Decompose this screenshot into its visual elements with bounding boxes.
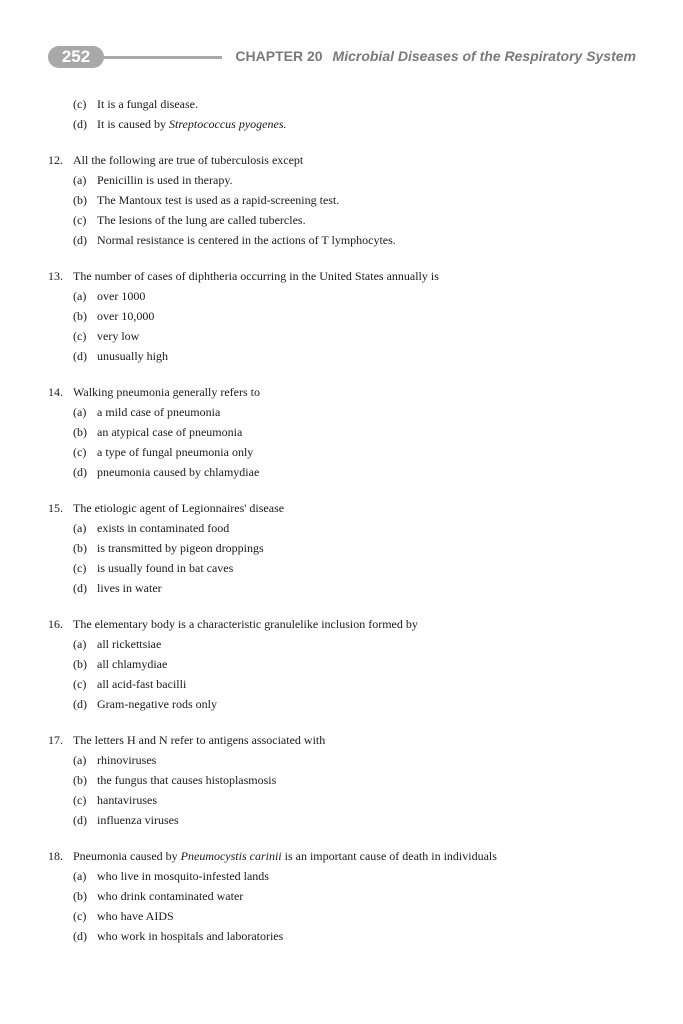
option-text: over 10,000 (97, 309, 155, 323)
chapter-title (235, 48, 636, 64)
option-text: very low (97, 329, 140, 343)
option-letter: (d) (73, 929, 87, 943)
question-17 (48, 730, 638, 830)
organism-name: Pneumocystis carinii (180, 849, 282, 863)
question-number: 12. (48, 153, 63, 167)
option-text: the fungus that causes histoplasmosis (97, 773, 277, 787)
option-text: rhinoviruses (97, 753, 157, 767)
option-text: a mild case of pneumonia (97, 405, 221, 419)
option-letter: (d) (73, 233, 87, 247)
option-text: over 1000 (97, 289, 146, 303)
option-letter: (c) (73, 329, 87, 343)
question-stem (48, 382, 638, 402)
answer-option (48, 114, 638, 134)
option-letter: (d) (73, 697, 87, 711)
answer-option (48, 578, 638, 598)
option-text: influenza viruses (97, 813, 179, 827)
option-text: hantaviruses (97, 793, 157, 807)
option-text: lives in water (97, 581, 162, 595)
option-letter: (b) (73, 425, 87, 439)
question-15 (48, 498, 638, 598)
option-letter: (c) (73, 97, 87, 111)
option-letter: (c) (73, 677, 87, 691)
question-stem (48, 266, 638, 286)
option-letter: (d) (73, 581, 87, 595)
option-text: an atypical case of pneumonia (97, 425, 243, 439)
option-text: The Mantoux test is used as a rapid-screening test. (97, 193, 340, 207)
question-text: is an important cause of death in individuals (281, 849, 497, 863)
option-text: a type of fungal pneumonia only (97, 445, 254, 459)
answer-option (48, 286, 638, 306)
option-letter: (d) (73, 813, 87, 827)
answer-option (48, 402, 638, 422)
question-number: 13. (48, 269, 63, 283)
answer-option (48, 422, 638, 442)
option-letter: (a) (73, 869, 87, 883)
answer-option (48, 866, 638, 886)
option-text: all chlamydiae (97, 657, 168, 671)
question-text: The number of cases of diphtheria occurring in the United States annually is (73, 269, 439, 283)
option-text: who drink contaminated water (97, 889, 244, 903)
answer-option (48, 170, 638, 190)
option-letter: (b) (73, 193, 87, 207)
option-text: is transmitted by pigeon droppings (97, 541, 264, 555)
option-letter: (a) (73, 521, 87, 535)
answer-option (48, 538, 638, 558)
question-number: 18. (48, 849, 63, 863)
page-number-badge: 252 (48, 46, 104, 68)
question-stem (48, 150, 638, 170)
option-text: is usually found in bat caves (97, 561, 234, 575)
question-text: The elementary body is a characteristic granulelike inclusion formed by (73, 617, 418, 631)
answer-option (48, 750, 638, 770)
question-stem (48, 614, 638, 634)
answer-option (48, 770, 638, 790)
question-text: The letters H and N refer to antigens associated with (73, 733, 326, 747)
question-text: Pneumonia caused by (73, 849, 181, 863)
option-letter: (b) (73, 657, 87, 671)
option-letter: (d) (73, 349, 87, 363)
answer-option (48, 326, 638, 346)
answer-option (48, 906, 638, 926)
option-text: exists in contaminated food (97, 521, 230, 535)
option-letter: (c) (73, 793, 87, 807)
answer-option (48, 634, 638, 654)
question-text: All the following are true of tuberculosis except (73, 153, 304, 167)
answer-option (48, 190, 638, 210)
question-number: 14. (48, 385, 63, 399)
option-text: who have AIDS (97, 909, 174, 923)
header-rule (102, 56, 222, 59)
page-header (48, 44, 648, 72)
option-letter: (a) (73, 753, 87, 767)
answer-option (48, 210, 638, 230)
answer-option (48, 886, 638, 906)
option-text: unusually high (97, 349, 168, 363)
option-letter: (a) (73, 173, 87, 187)
option-letter: (b) (73, 889, 87, 903)
question-number: 16. (48, 617, 63, 631)
question-text: Walking pneumonia generally refers to (73, 385, 260, 399)
answer-option (48, 674, 638, 694)
answer-option (48, 230, 638, 250)
option-letter: (a) (73, 289, 87, 303)
option-letter: (a) (73, 405, 87, 419)
question-stem (48, 498, 638, 518)
option-letter: (b) (73, 773, 87, 787)
option-letter: (b) (73, 541, 87, 555)
option-text: pneumonia caused by chlamydiae (97, 465, 260, 479)
option-text: all acid-fast bacilli (97, 677, 187, 691)
organism-name: Streptococcus pyogenes. (168, 117, 287, 131)
question-18 (48, 846, 638, 946)
answer-option (48, 306, 638, 326)
option-text: Gram-negative rods only (97, 697, 217, 711)
answer-option (48, 442, 638, 462)
answer-option (48, 346, 638, 366)
answer-option (48, 810, 638, 830)
option-letter: (c) (73, 213, 87, 227)
answer-option (48, 694, 638, 714)
chapter-label: CHAPTER 20 (235, 48, 323, 64)
option-letter: (c) (73, 909, 87, 923)
answer-option (48, 558, 638, 578)
option-text: who live in mosquito-infested lands (97, 869, 269, 883)
question-16 (48, 614, 638, 714)
question-stem (48, 730, 638, 750)
chapter-name: Microbial Diseases of the Respiratory System (332, 48, 636, 64)
question-14 (48, 382, 638, 482)
answer-option (48, 518, 638, 538)
question-12 (48, 150, 638, 250)
answer-option (48, 94, 638, 114)
question-13 (48, 266, 638, 366)
option-text: Penicillin is used in therapy. (97, 173, 233, 187)
option-text: It is a fungal disease. (97, 97, 198, 111)
question-number: 15. (48, 501, 63, 515)
page-content (48, 94, 638, 946)
option-letter: (b) (73, 309, 87, 323)
option-letter: (c) (73, 561, 87, 575)
answer-option (48, 462, 638, 482)
option-text: It is caused by (97, 117, 169, 131)
option-text: all rickettsiae (97, 637, 162, 651)
option-text: who work in hospitals and laboratories (97, 929, 284, 943)
question-text: The etiologic agent of Legionnaires' disease (73, 501, 285, 515)
option-letter: (d) (73, 117, 87, 131)
question-number: 17. (48, 733, 63, 747)
option-text: The lesions of the lung are called tubercles. (97, 213, 306, 227)
option-text: Normal resistance is centered in the actions of T lymphocytes. (97, 233, 396, 247)
answer-option (48, 654, 638, 674)
option-letter: (a) (73, 637, 87, 651)
option-letter: (c) (73, 445, 87, 459)
answer-option (48, 790, 638, 810)
question-stem (48, 846, 638, 866)
option-letter: (d) (73, 465, 87, 479)
answer-option (48, 926, 638, 946)
